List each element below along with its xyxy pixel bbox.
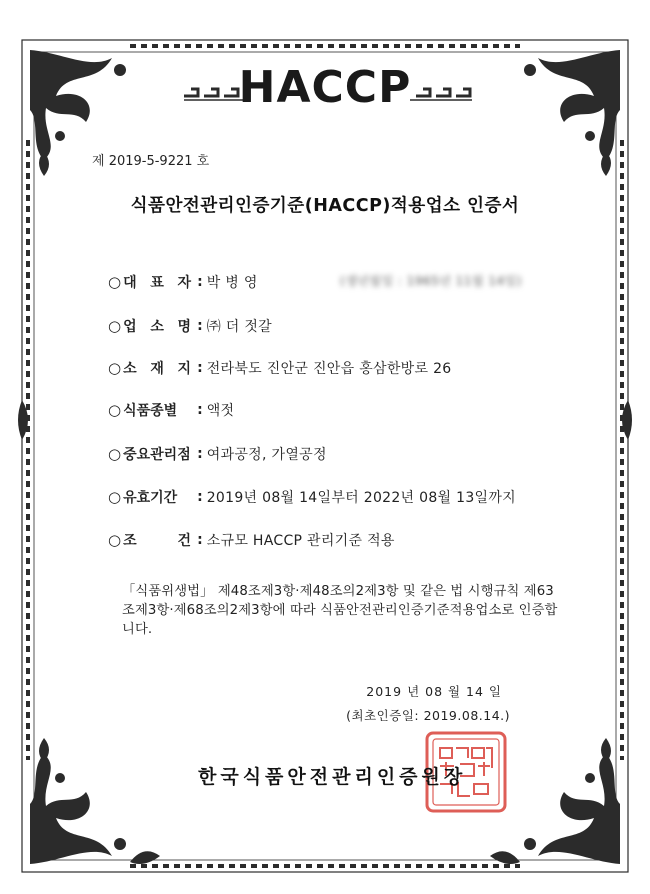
redacted-birthdate: (생년월일 : 1965년 11월 14일) — [340, 274, 522, 288]
bullet-circle-icon: ○ — [108, 445, 122, 463]
field-conditions: ○ 조 건 : 소규모 HACCP 관리기준 적용 — [108, 531, 395, 549]
field-critical-control-point: ○ 중요관리점 : 여과공정, 가열공정 — [108, 445, 327, 463]
field-representative: ○ 대 표 자 : 박 병 영 — [108, 273, 258, 291]
field-label: 식품종별 — [123, 403, 178, 419]
field-label: 소 재 지 — [123, 361, 192, 377]
field-value: 액젓 — [206, 403, 235, 419]
field-value: 여과공정, 가열공정 — [206, 447, 327, 463]
issue-date: 2019 년 08 월 14 일 — [366, 684, 502, 699]
field-validity-period: ○ 유효기간 : 2019년 08월 14일부터 2022년 08월 13일까지 — [108, 488, 517, 506]
field-value: 2019년 08월 14일부터 2022년 08월 13일까지 — [206, 490, 517, 506]
first-certification-date: (최초인증일: 2019.08.14.) — [346, 708, 510, 723]
field-label: 대 표 자 — [123, 275, 192, 291]
field-label: 유효기간 — [123, 490, 178, 506]
bullet-circle-icon: ○ — [108, 359, 122, 377]
field-label: 중요관리점 — [123, 447, 191, 463]
bullet-circle-icon: ○ — [108, 273, 122, 291]
certificate-number: 제 2019-5-9221 호 — [92, 154, 210, 169]
field-business-name: ○ 업 소 명 : ㈜ 더 젓갈 — [108, 317, 272, 335]
field-value: 소규모 HACCP 관리기준 적용 — [206, 533, 395, 549]
bullet-circle-icon: ○ — [108, 401, 122, 419]
bullet-circle-icon: ○ — [108, 531, 122, 549]
certificate-title: 식품안전관리인증기준(HACCP)적용업소 인증서 — [130, 196, 520, 216]
field-value: ㈜ 더 젓갈 — [206, 319, 272, 335]
field-label: 업 소 명 — [123, 319, 192, 335]
issuer-name: 한국식품안전관리인증원장 — [198, 766, 467, 788]
bullet-circle-icon: ○ — [108, 317, 122, 335]
field-label: 조 건 — [123, 533, 192, 549]
certification-statement: 「식품위생법」 제48조제3항·제48조의2제3항 및 같은 법 시행규칙 제63조제3항·제68조의2제3항에 따라 식품안전관리인증기준적용업소로 인증합니다. — [122, 584, 558, 637]
haccp-logo: HACCP — [238, 62, 412, 113]
bullet-circle-icon: ○ — [108, 488, 122, 506]
field-value: 박 병 영 — [206, 275, 258, 291]
field-food-type: ○ 식품종별 : 액젓 — [108, 401, 235, 419]
field-value: 전라북도 진안군 진안읍 홍삼한방로 26 — [206, 361, 452, 377]
field-address: ○ 소 재 지 : 전라북도 진안군 진안읍 홍삼한방로 26 — [108, 359, 452, 377]
